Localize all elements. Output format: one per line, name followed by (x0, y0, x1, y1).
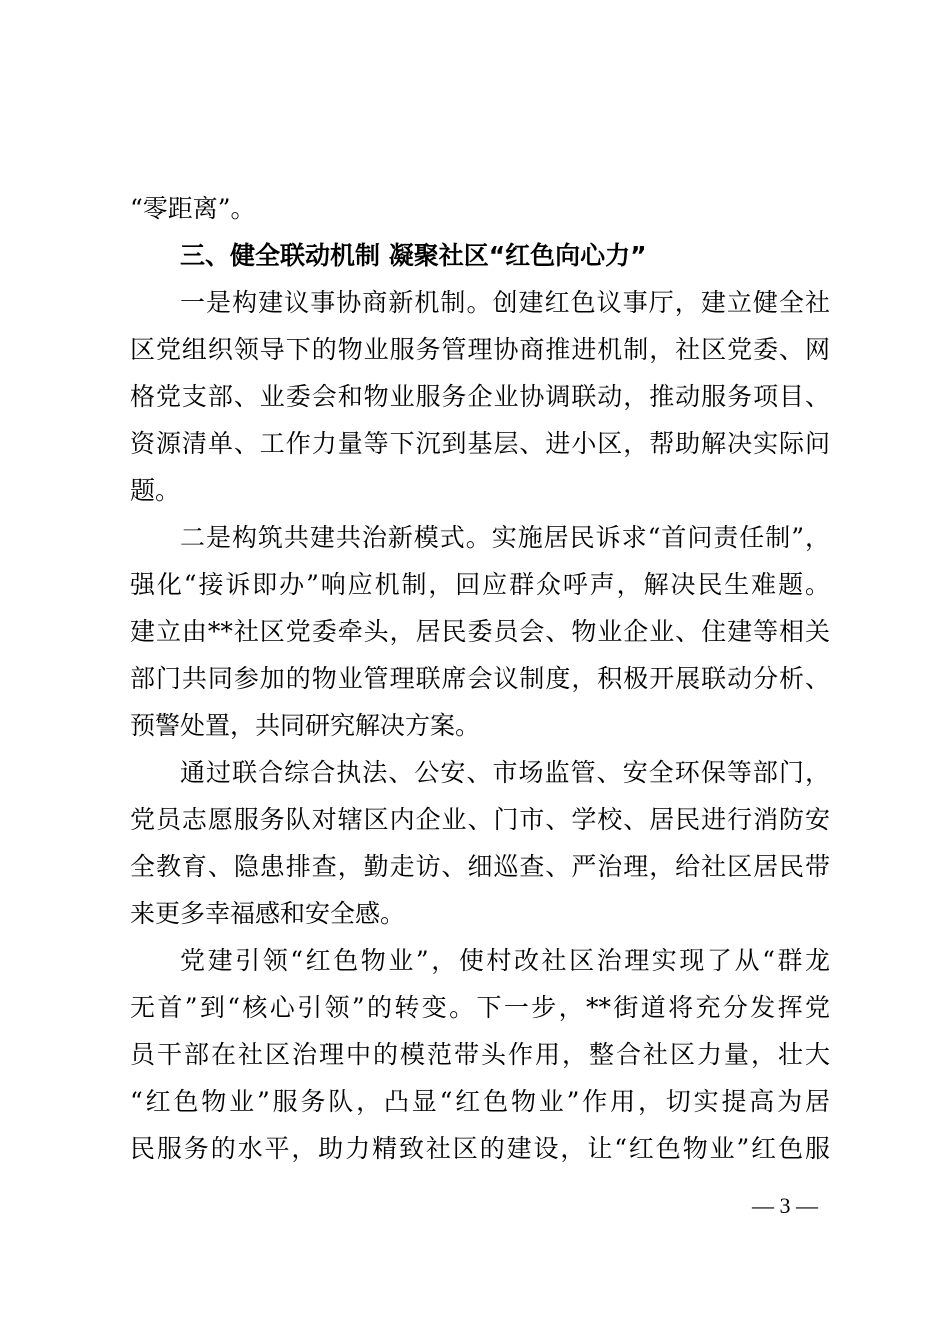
text-line: 通过联合综合执法、公安、市场监管、安全环保等部门， (180, 758, 830, 787)
page-number: — 3 — (752, 1193, 818, 1218)
text-line: 二是构筑共建共治新模式。实施居民诉求“首问责任制”， (180, 523, 830, 552)
text-line: “零距离”。 (130, 194, 256, 223)
text-line: 格党支部、业委会和物业服务企业协调联动，推动服务项目、 (130, 382, 830, 411)
text-line: 来更多幸福感和安全感。 (130, 899, 406, 928)
text-line: 建立由**社区党委牵头，居民委员会、物业企业、住建等相关 (130, 617, 830, 646)
text-line: 资源清单、工作力量等下沉到基层、进小区，帮助解决实际问 (130, 429, 830, 458)
text-line: 题。 (130, 476, 181, 505)
text-line: 党建引领“红色物业”，使村改社区治理实现了从“群龙 (180, 946, 830, 975)
text-line: 员干部在社区治理中的模范带头作用，整合社区力量，壮大 (130, 1040, 830, 1069)
text-line: 无首”到“核心引领”的转变。下一步，**街道将充分发挥党 (130, 993, 830, 1022)
text-line: 全教育、隐患排查，勤走访、细巡查、严治理，给社区居民带 (130, 852, 830, 881)
text-line: 民服务的水平，助力精致社区的建设，让“红色物业”红色服 (130, 1134, 830, 1163)
text-line: 区党组织领导下的物业服务管理协商推进机制，社区党委、网 (130, 335, 830, 364)
text-line: 党员志愿服务队对辖区内企业、门市、学校、居民进行消防安 (130, 805, 830, 834)
section-heading: 三、健全联动机制 凝聚社区“红色向心力” (180, 241, 647, 270)
text-line: 强化“接诉即办”响应机制，回应群众呼声，解决民生难题。 (130, 570, 830, 599)
text-line: 一是构建议事协商新机制。创建红色议事厅，建立健全社 (180, 288, 830, 317)
text-line: 预警处置，共同研究解决方案。 (130, 711, 481, 740)
text-line: 部门共同参加的物业管理联席会议制度，积极开展联动分析、 (130, 664, 830, 693)
text-line: “红色物业”服务队，凸显“红色物业”作用，切实提高为居 (130, 1087, 830, 1116)
